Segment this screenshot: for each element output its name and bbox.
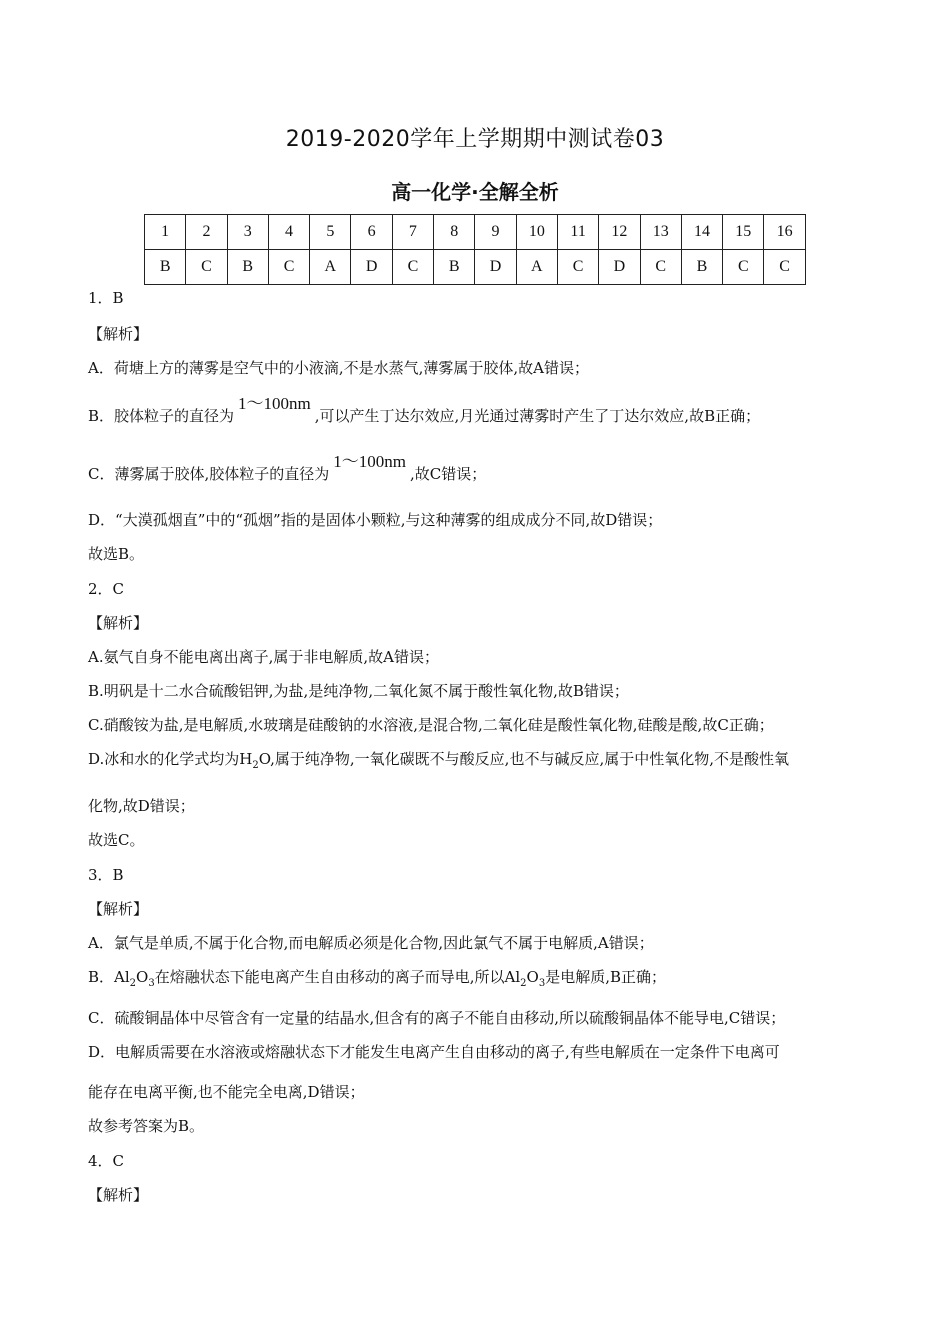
- option-a-text: A.氨气自身不能电离出离子,属于非电解质,故A错误；: [88, 648, 439, 666]
- table-cell: A: [516, 250, 557, 285]
- question-2-head: 2．C: [88, 580, 125, 598]
- table-cell: 2: [186, 215, 227, 250]
- option-b-text: B．Al: [88, 968, 130, 986]
- option-b-text: B．胶体粒子的直径为: [88, 407, 235, 425]
- doc-subtitle: 高一化学·全解全析: [391, 180, 559, 204]
- table-cell: D: [599, 250, 640, 285]
- table-cell: C: [723, 250, 764, 285]
- table-cell: A: [310, 250, 351, 285]
- table-cell: 1: [145, 215, 186, 250]
- option-d-text-rest: O,属于纯净物,一氧化碳既不与酸反应,也不与碱反应,属于中性氧化物,不是酸性氧: [258, 750, 789, 768]
- table-cell: 10: [516, 215, 557, 250]
- option-d-continuation: 能存在电离平衡,也不能完全电离,D错误；: [88, 1083, 365, 1101]
- option-d-continuation: 化物,故D错误；: [88, 797, 195, 815]
- jiexi-label: 【解析】: [88, 614, 149, 632]
- jiexi-label: 【解析】: [88, 900, 149, 918]
- option-b-text-mid: 在熔融状态下能电离产生自由移动的离子而导电,所以Al: [154, 968, 521, 986]
- question-3-head: 3．B: [88, 866, 124, 884]
- table-cell: 8: [434, 215, 475, 250]
- option-b-line: [88, 967, 868, 994]
- option-d-text: D．电解质需要在水溶液或熔融状态下才能发生电离产生自由移动的离子,有些电解质在一定条件下电离可: [88, 1043, 780, 1061]
- option-c-text-rest: ,故C错误；: [409, 465, 487, 483]
- question-1-head: 1．B: [88, 289, 124, 307]
- subscript: 3: [538, 978, 546, 989]
- doc-title: 2019-2020学年上学期期中测试卷03: [285, 127, 665, 152]
- table-cell: C: [186, 250, 227, 285]
- size-range-formula: 1～100nm: [333, 452, 406, 471]
- formula-part: O: [136, 968, 149, 986]
- option-b-text: B.明矾是十二水合硫酸铝钾,为盐,是纯净物,二氧化氮不属于酸性氧化物,故B错误；: [88, 682, 629, 700]
- option-c-text: C．薄雾属于胶体,胶体粒子的直径为: [88, 465, 330, 483]
- size-range-formula: 1～100nm: [238, 394, 311, 413]
- table-cell: 15: [723, 215, 764, 250]
- table-cell: 13: [640, 215, 681, 250]
- subscript: 2: [129, 978, 137, 989]
- table-cell: C: [392, 250, 433, 285]
- table-cell: D: [351, 250, 392, 285]
- option-b-text-rest: 是电解质,B正确；: [545, 968, 666, 986]
- subscript: 2: [520, 978, 527, 989]
- option-a-text: A．氯气是单质,不属于化合物,而电解质必须是化合物,因此氯气不属于电解质,A错误；: [88, 934, 654, 952]
- jiexi-label: 【解析】: [88, 325, 149, 343]
- answer-table-number-row: [145, 215, 806, 250]
- table-cell: C: [557, 250, 598, 285]
- table-cell: C: [640, 250, 681, 285]
- conclusion-text: 故选B。: [88, 545, 145, 563]
- subscript: 3: [148, 978, 155, 989]
- question-4-head: 4．C: [88, 1152, 125, 1170]
- table-cell: D: [475, 250, 516, 285]
- subscript: 2: [252, 760, 259, 771]
- conclusion-text: 故选C。: [88, 831, 145, 849]
- option-a-text: A．荷塘上方的薄雾是空气中的小液滴,不是水蒸气,薄雾属于胶体,故A错误；: [88, 359, 589, 377]
- answer-table: [144, 214, 806, 285]
- option-c-text: C.硝酸铵为盐,是电解质,水玻璃是硅酸钠的水溶液,是混合物,二氧化硅是酸性氧化物,硅酸是酸,故C正确；: [88, 716, 774, 734]
- table-cell: 7: [392, 215, 433, 250]
- table-cell: 16: [764, 215, 805, 250]
- table-cell: 14: [681, 215, 722, 250]
- table-cell: 9: [475, 215, 516, 250]
- answer-table-answer-row: [145, 250, 806, 285]
- table-cell: B: [227, 250, 268, 285]
- table-cell: 4: [268, 215, 309, 250]
- table-cell: 5: [310, 215, 351, 250]
- table-cell: 6: [351, 215, 392, 250]
- formula-part: O: [526, 968, 539, 986]
- option-d-line: [88, 749, 868, 776]
- option-c-line: [88, 452, 868, 484]
- table-cell: 3: [227, 215, 268, 250]
- table-cell: B: [434, 250, 475, 285]
- table-cell: B: [145, 250, 186, 285]
- table-cell: C: [268, 250, 309, 285]
- table-cell: 12: [599, 215, 640, 250]
- table-cell: 11: [557, 215, 598, 250]
- option-b-line: [88, 394, 868, 426]
- conclusion-text: 故参考答案为B。: [88, 1117, 205, 1135]
- option-d-text: D．“大漠孤烟直”中的“孤烟”指的是固体小颗粒,与这种薄雾的组成成分不同,故D错误；: [88, 511, 663, 529]
- option-b-text-rest: ,可以产生丁达尔效应,月光通过薄雾时产生了丁达尔效应,故B正确；: [314, 407, 761, 425]
- table-cell: C: [764, 250, 805, 285]
- table-cell: B: [681, 250, 722, 285]
- jiexi-label: 【解析】: [88, 1186, 149, 1204]
- option-d-text: D.冰和水的化学式均为H: [88, 750, 253, 768]
- option-c-text: C．硫酸铜晶体中尽管含有一定量的结晶水,但含有的离子不能自由移动,所以硫酸铜晶体不能导电,C错误；: [88, 1009, 786, 1027]
- solutions-body: [88, 288, 868, 1205]
